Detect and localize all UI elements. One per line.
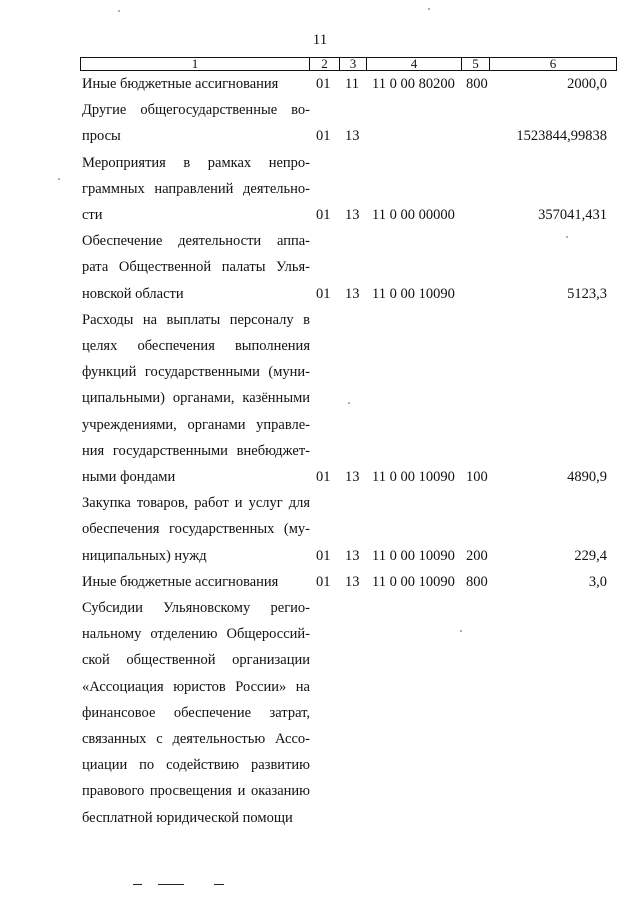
table-row: [0, 572, 640, 592]
table-row: [0, 205, 640, 225]
row-description: нальному отделению Общероссий-: [82, 626, 310, 643]
row-description: Расходы на выплаты персоналу в: [82, 311, 310, 328]
scan-speck: [118, 10, 120, 12]
table-row: [0, 388, 640, 408]
header-col-4: 4: [366, 58, 461, 70]
cell-c3: 13: [345, 207, 360, 223]
footer-mark: [158, 884, 184, 885]
table-row: [0, 624, 640, 644]
cell-c5: 800: [466, 573, 488, 590]
scan-speck: [566, 236, 568, 238]
cell-c6: 357041,431: [538, 207, 607, 223]
cell-c2: 01: [316, 573, 331, 590]
cell-c4: 11 0 00 80200: [372, 76, 455, 92]
cell-c4: 11 0 00 00000: [372, 207, 455, 223]
cell-c5: 100: [466, 469, 488, 485]
row-description: ниципальных) нужд: [82, 547, 207, 564]
cell-c4: 11 0 00 10090: [372, 573, 455, 590]
row-description: новской области: [82, 285, 184, 302]
table-header: [80, 57, 617, 71]
row-description: целях обеспечения выполнения: [82, 338, 310, 354]
table-row: [0, 677, 640, 697]
cell-c5: 200: [466, 547, 488, 564]
row-description: ния государственными внебюджет-: [82, 442, 310, 459]
cell-c2: 01: [316, 469, 331, 485]
table-row: [0, 74, 640, 94]
table-row: [0, 808, 640, 828]
header-col-3: 3: [339, 58, 366, 70]
table-row: [0, 598, 640, 618]
row-description: Субсидии Ульяновскому регио-: [82, 600, 310, 616]
table-row: [0, 362, 640, 382]
cell-c2: 01: [316, 207, 331, 223]
row-description: рата Общественной палаты Улья-: [82, 259, 310, 276]
cell-c4: 11 0 00 10090: [372, 469, 455, 485]
cell-c6: 229,4: [574, 547, 607, 564]
header-col-5: 5: [461, 58, 489, 70]
table-row: [0, 519, 640, 539]
row-description: бесплатной юридической помощи: [82, 809, 293, 826]
table-row: [0, 546, 640, 566]
row-description: граммных направлений деятельно-: [82, 180, 310, 197]
row-description: ципальными) органами, казёнными: [82, 390, 310, 407]
cell-c6: 2000,0: [567, 76, 607, 92]
table-row: [0, 729, 640, 749]
scan-speck: [348, 402, 350, 404]
cell-c6: 5123,3: [567, 285, 607, 302]
table-row: [0, 755, 640, 775]
row-description: сти: [82, 207, 103, 223]
cell-c6: 1523844,99838: [516, 128, 607, 145]
table-row: [0, 781, 640, 801]
page-number: 11: [312, 32, 328, 48]
row-description: связанных с деятельностью Ассо-: [82, 731, 310, 747]
cell-c2: 01: [316, 128, 331, 145]
cell-c6: 4890,9: [567, 469, 607, 485]
table-row: [0, 153, 640, 173]
table-row: [0, 179, 640, 199]
cell-c4: 11 0 00 10090: [372, 547, 455, 564]
cell-c2: 01: [316, 76, 331, 92]
row-description: Иные бюджетные ассигнования: [82, 76, 279, 92]
scan-speck: [460, 630, 462, 632]
cell-c3: 13: [345, 547, 360, 564]
scan-speck: [58, 178, 60, 180]
cell-c3: 13: [345, 128, 360, 145]
cell-c4: 11 0 00 10090: [372, 285, 455, 302]
table-row: [0, 284, 640, 304]
row-description: учреждениями, органами управле-: [82, 416, 310, 433]
cell-c3: 13: [345, 469, 360, 485]
row-description: ской общественной организации: [82, 652, 310, 669]
table-row: [0, 703, 640, 723]
row-description: Другие общегосударственные во-: [82, 102, 310, 119]
cell-c3: 11: [345, 76, 359, 92]
table-row: [0, 310, 640, 330]
row-description: Мероприятия в рамках непро-: [82, 154, 310, 171]
header-col-1: 1: [191, 56, 199, 71]
row-description: финансовое обеспечение затрат,: [82, 704, 310, 721]
header-col-2: 2: [309, 58, 339, 70]
table-row: [0, 100, 640, 120]
row-description: обеспечения государственных (му-: [82, 521, 310, 538]
footer-mark: [214, 884, 224, 885]
footer-mark: [133, 884, 142, 885]
table-row: [0, 467, 640, 487]
header-col-6: 6: [489, 58, 616, 70]
table-row: [0, 336, 640, 356]
table-row: [0, 441, 640, 461]
row-description: «Ассоциация юристов России» на: [82, 678, 310, 695]
cell-c2: 01: [316, 285, 331, 302]
row-description: Закупка товаров, работ и услуг для: [82, 495, 310, 512]
row-description: правового просвещения и оказанию: [82, 783, 310, 800]
table-row: [0, 126, 640, 146]
row-description: Обеспечение деятельности аппа-: [82, 233, 310, 250]
row-description: функций государственными (муни-: [82, 364, 310, 381]
table-row: [0, 257, 640, 277]
cell-c5: 800: [466, 76, 488, 92]
cell-c2: 01: [316, 547, 331, 564]
table-row: [0, 415, 640, 435]
cell-c6: 3,0: [588, 573, 607, 590]
table-row: [0, 231, 640, 251]
row-description: Иные бюджетные ассигнования: [82, 573, 279, 590]
row-description: просы: [82, 128, 121, 145]
scan-speck: [428, 8, 430, 10]
row-description: ными фондами: [82, 469, 176, 485]
cell-c3: 13: [345, 285, 360, 302]
row-description: циации по содействию развитию: [82, 757, 310, 774]
table-row: [0, 493, 640, 513]
table-row: [0, 650, 640, 670]
cell-c3: 13: [345, 573, 360, 590]
